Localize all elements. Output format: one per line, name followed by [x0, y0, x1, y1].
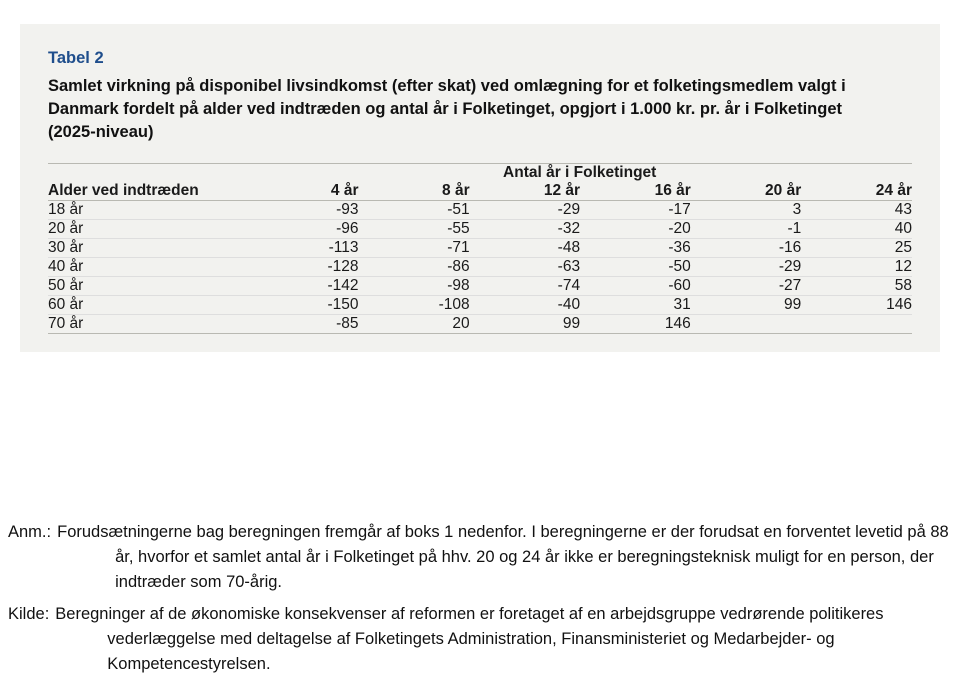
cell-value: 146 — [801, 295, 912, 314]
note-anm-label: Anm.: — [8, 523, 52, 541]
data-table — [48, 163, 912, 334]
cell-value: 99 — [470, 314, 580, 333]
cell-value — [801, 314, 912, 333]
cell-value: 12 — [801, 257, 912, 276]
cell-value: 3 — [691, 200, 801, 219]
cell-value: -20 — [580, 219, 691, 238]
cell-value: -85 — [247, 314, 358, 333]
cell-value: -29 — [691, 257, 801, 276]
span-header-spacer — [48, 163, 247, 182]
cell-value: -113 — [247, 238, 358, 257]
note-kilde — [8, 602, 952, 676]
table-number-label: Tabel 2 — [48, 49, 104, 67]
cell-value: 58 — [801, 276, 912, 295]
cell-value: 99 — [691, 295, 801, 314]
row-label: 30 år — [48, 238, 247, 257]
cell-value: 43 — [801, 200, 912, 219]
table-body — [48, 200, 912, 333]
cell-value: -40 — [470, 295, 580, 314]
row-label: 20 år — [48, 219, 247, 238]
cell-value: -27 — [691, 276, 801, 295]
cell-value: -63 — [470, 257, 580, 276]
cell-value: -98 — [359, 276, 470, 295]
table-row — [48, 314, 912, 333]
cell-value: -93 — [247, 200, 358, 219]
cell-value: -150 — [247, 295, 358, 314]
column-header-24: 24 år — [801, 182, 912, 201]
table-notes — [8, 520, 952, 685]
cell-value: -36 — [580, 238, 691, 257]
cell-value: -128 — [247, 257, 358, 276]
cell-value: 146 — [580, 314, 691, 333]
row-label: 40 år — [48, 257, 247, 276]
cell-value: -108 — [359, 295, 470, 314]
table-head — [48, 163, 912, 200]
cell-value: -17 — [580, 200, 691, 219]
column-header-20: 20 år — [691, 182, 801, 201]
cell-value: -32 — [470, 219, 580, 238]
cell-value: -96 — [247, 219, 358, 238]
cell-value: -16 — [691, 238, 801, 257]
cell-value: -74 — [470, 276, 580, 295]
cell-value: 20 — [359, 314, 470, 333]
column-header-alder: Alder ved indtræden — [48, 182, 247, 201]
table-row — [48, 257, 912, 276]
cell-value: 25 — [801, 238, 912, 257]
cell-value: -1 — [691, 219, 801, 238]
table-card — [20, 24, 940, 352]
table-span-header-row — [48, 163, 912, 182]
cell-value: -55 — [359, 219, 470, 238]
cell-value: -51 — [359, 200, 470, 219]
cell-value: -48 — [470, 238, 580, 257]
column-header-8: 8 år — [359, 182, 470, 201]
row-label: 18 år — [48, 200, 247, 219]
column-header-16: 16 år — [580, 182, 691, 201]
table-title: Samlet virkning på disponibel livsindkomst (efter skat) ved omlægning for et folketingsmedlem valgt i Danmark fordelt på alder ved indtræden og antal år i Folketinget, opgjort i 1.000 kr. pr. år i Folketinget (2025-niveau) — [48, 76, 846, 142]
cell-value: -71 — [359, 238, 470, 257]
cell-value: -50 — [580, 257, 691, 276]
note-kilde-text: Beregninger af de økonomiske konsekvenser af reformen er foretaget af en arbejdsgruppe vedrørende politikeres vederlæggelse med deltagelse af Folketingets Administration, Finansministeriet og Medarbejder- og Kompetencestyrelsen. — [55, 605, 884, 673]
column-header-12: 12 år — [470, 182, 580, 201]
cell-value: 40 — [801, 219, 912, 238]
column-header-4: 4 år — [247, 182, 358, 201]
row-label: 50 år — [48, 276, 247, 295]
table-row — [48, 200, 912, 219]
table-row — [48, 238, 912, 257]
row-label: 60 år — [48, 295, 247, 314]
cell-value — [691, 314, 801, 333]
table-row — [48, 219, 912, 238]
cell-value: -86 — [359, 257, 470, 276]
cell-value: -60 — [580, 276, 691, 295]
table-row — [48, 295, 912, 314]
table-row — [48, 276, 912, 295]
row-label: 70 år — [48, 314, 247, 333]
table-column-header-row — [48, 182, 912, 201]
note-kilde-label: Kilde: — [8, 605, 50, 624]
cell-value: -29 — [470, 200, 580, 219]
cell-value: -142 — [247, 276, 358, 295]
note-anm — [8, 520, 952, 594]
cell-value: 31 — [580, 295, 691, 314]
span-header-antal-aar: Antal år i Folketinget — [247, 163, 912, 182]
note-anm-text: Forudsætningerne bag beregningen fremgår af boks 1 nedenfor. I beregningerne er der forudsat en forventet levetid på 88 år, hvorfor et samlet antal år i Folketinget på hhv. 20 og 24 år ikke er beregningsteknisk muligt for en person, der indtræder som 70-årig. — [57, 523, 949, 591]
